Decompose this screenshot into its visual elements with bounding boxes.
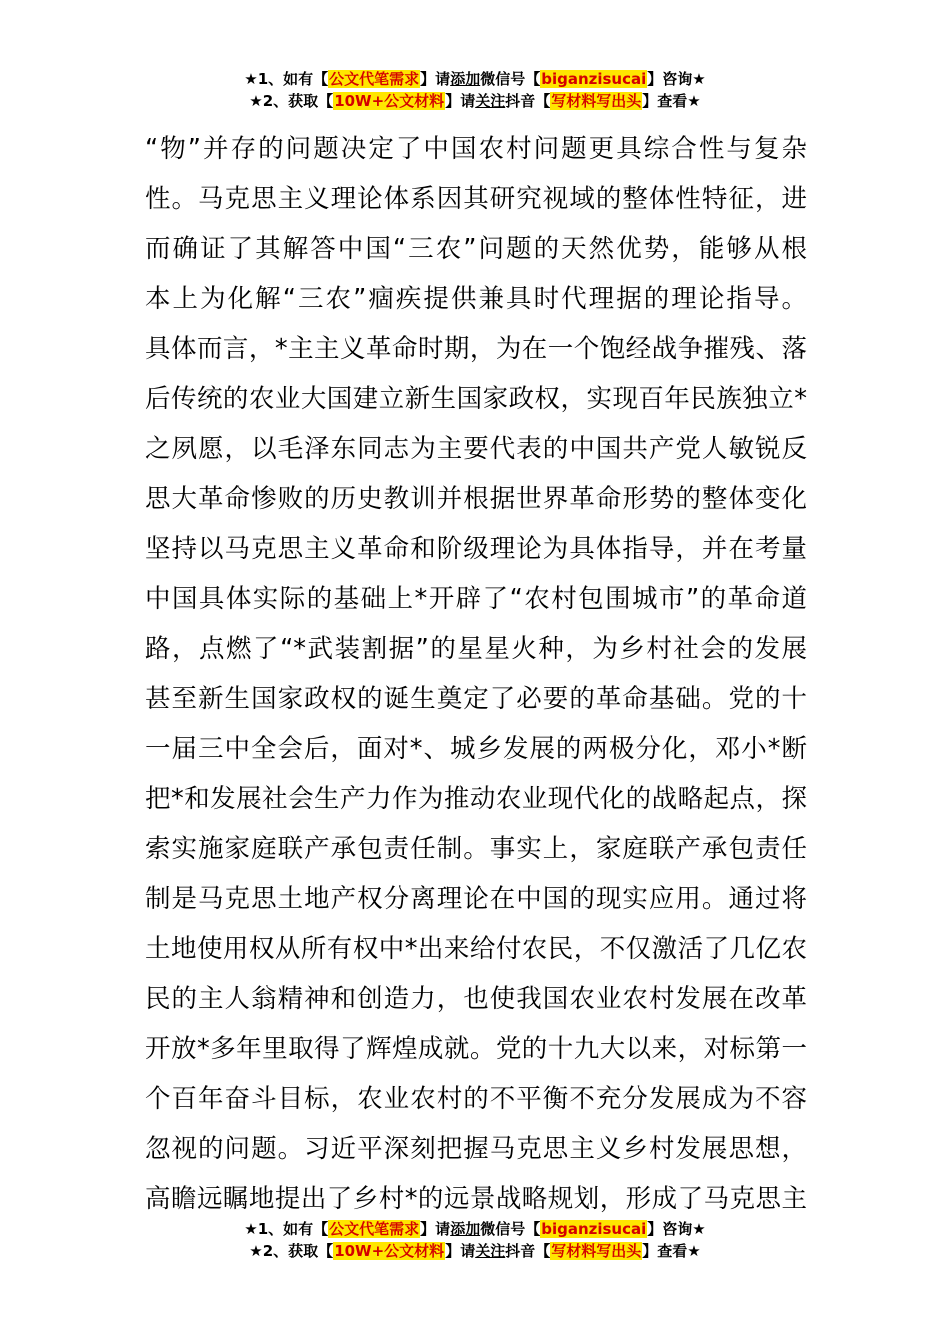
- header-line-2-middle: 】请: [445, 92, 476, 110]
- body-line: 路，点燃了“*武装割据”的星星火种，为乡村社会的发展: [145, 634, 807, 664]
- body-line: 高瞻远瞩地提出了乡村*的远景战略规划，形成了马克思主: [145, 1184, 807, 1214]
- body-line: “物”并存的问题决定了中国农村问题更具综合性与复杂: [145, 134, 807, 164]
- footer-line-1-highlight-wechat: biganzisucai: [541, 1220, 647, 1238]
- body-line: 甚至新生国家政权的诞生奠定了必要的革命基础。党的十: [145, 684, 807, 714]
- header-line-2-prefix: ★2、获取【: [249, 92, 334, 110]
- header-banner: [0, 68, 950, 112]
- body-line: 坚持以马克思主义革命和阶级理论为具体指导，并在考量: [145, 534, 807, 564]
- header-line-1: [0, 68, 950, 90]
- header-line-1-highlight-wechat: biganzisucai: [541, 70, 647, 88]
- footer-line-1-underline: 添加: [450, 1220, 481, 1238]
- footer-line-1-middle: 】请: [420, 1220, 451, 1238]
- footer-line-1-suffix: 】咨询★: [647, 1220, 706, 1238]
- footer-line-2-middle: 】请: [445, 1242, 476, 1260]
- footer-banner: [0, 1218, 950, 1262]
- body-line: 思大革命惨败的历史教训并根据世界革命形势的整体变化: [145, 484, 807, 514]
- footer-line-1: [0, 1218, 950, 1240]
- footer-line-2-suffix: 】查看★: [642, 1242, 701, 1260]
- body-line: 民的主人翁精神和创造力，也使我国农业农村发展在改革: [145, 984, 807, 1014]
- footer-line-2: [0, 1240, 950, 1262]
- footer-line-2-underline: 关注: [475, 1242, 506, 1260]
- body-line: 忽视的问题。习近平深刻把握马克思主义乡村发展思想，: [145, 1134, 807, 1164]
- body-line: 之夙愿，以毛泽东同志为主要代表的中国共产党人敏锐反: [145, 434, 807, 464]
- footer-line-2-prefix: ★2、获取【: [249, 1242, 334, 1260]
- footer-line-2-highlight-materials: 10W+公文材料: [334, 1242, 445, 1260]
- footer-line-2-highlight-douyin: 写材料写出头: [551, 1242, 642, 1260]
- body-line: 中国具体实际的基础上*开辟了“农村包围城市”的革命道: [145, 584, 807, 614]
- body-line: 制是马克思土地产权分离理论在中国的现实应用。通过将: [145, 884, 807, 914]
- body-line: 索实施家庭联产承包责任制。事实上，家庭联产承包责任: [145, 834, 807, 864]
- footer-line-1-after: 微信号【: [480, 1220, 541, 1238]
- header-line-2-highlight-douyin: 写材料写出头: [551, 92, 642, 110]
- header-line-1-highlight-service: 公文代笔需求: [329, 70, 420, 88]
- body-line: 一届三中全会后，面对*、城乡发展的两极分化，邓小*断: [145, 734, 807, 764]
- header-line-1-middle: 】请: [420, 70, 451, 88]
- body-line: 把*和发展社会生产力作为推动农业现代化的战略起点，探: [145, 784, 807, 814]
- header-line-2: [0, 90, 950, 112]
- body-line: 性。马克思主义理论体系因其研究视域的整体性特征，进: [145, 184, 807, 214]
- header-line-2-after: 抖音【: [505, 92, 551, 110]
- footer-line-1-highlight-service: 公文代笔需求: [329, 1220, 420, 1238]
- body-line: 后传统的农业大国建立新生国家政权，实现百年民族独立*: [145, 384, 807, 414]
- body-line: 具体而言，*主主义革命时期，为在一个饱经战争摧残、落: [145, 334, 807, 364]
- header-line-2-highlight-materials: 10W+公文材料: [334, 92, 445, 110]
- header-line-1-suffix: 】咨询★: [647, 70, 706, 88]
- header-line-2-underline: 关注: [475, 92, 506, 110]
- body-line: 个百年奋斗目标，农业农村的不平衡不充分发展成为不容: [145, 1084, 807, 1114]
- body-line: 开放*多年里取得了辉煌成就。党的十九大以来，对标第一: [145, 1034, 807, 1064]
- body-line: 本上为化解“三农”痼疾提供兼具时代理据的理论指导。: [145, 284, 807, 314]
- header-line-1-underline: 添加: [450, 70, 481, 88]
- footer-line-1-prefix: ★1、如有【: [244, 1220, 329, 1238]
- body-line: 土地使用权从所有权中*出来给付农民，不仅激活了几亿农: [145, 934, 807, 964]
- header-line-1-after: 微信号【: [480, 70, 541, 88]
- footer-line-2-after: 抖音【: [505, 1242, 551, 1260]
- document-body: [145, 124, 807, 1224]
- header-line-1-prefix: ★1、如有【: [244, 70, 329, 88]
- body-line: 而确证了其解答中国“三农”问题的天然优势，能够从根: [145, 234, 807, 264]
- header-line-2-suffix: 】查看★: [642, 92, 701, 110]
